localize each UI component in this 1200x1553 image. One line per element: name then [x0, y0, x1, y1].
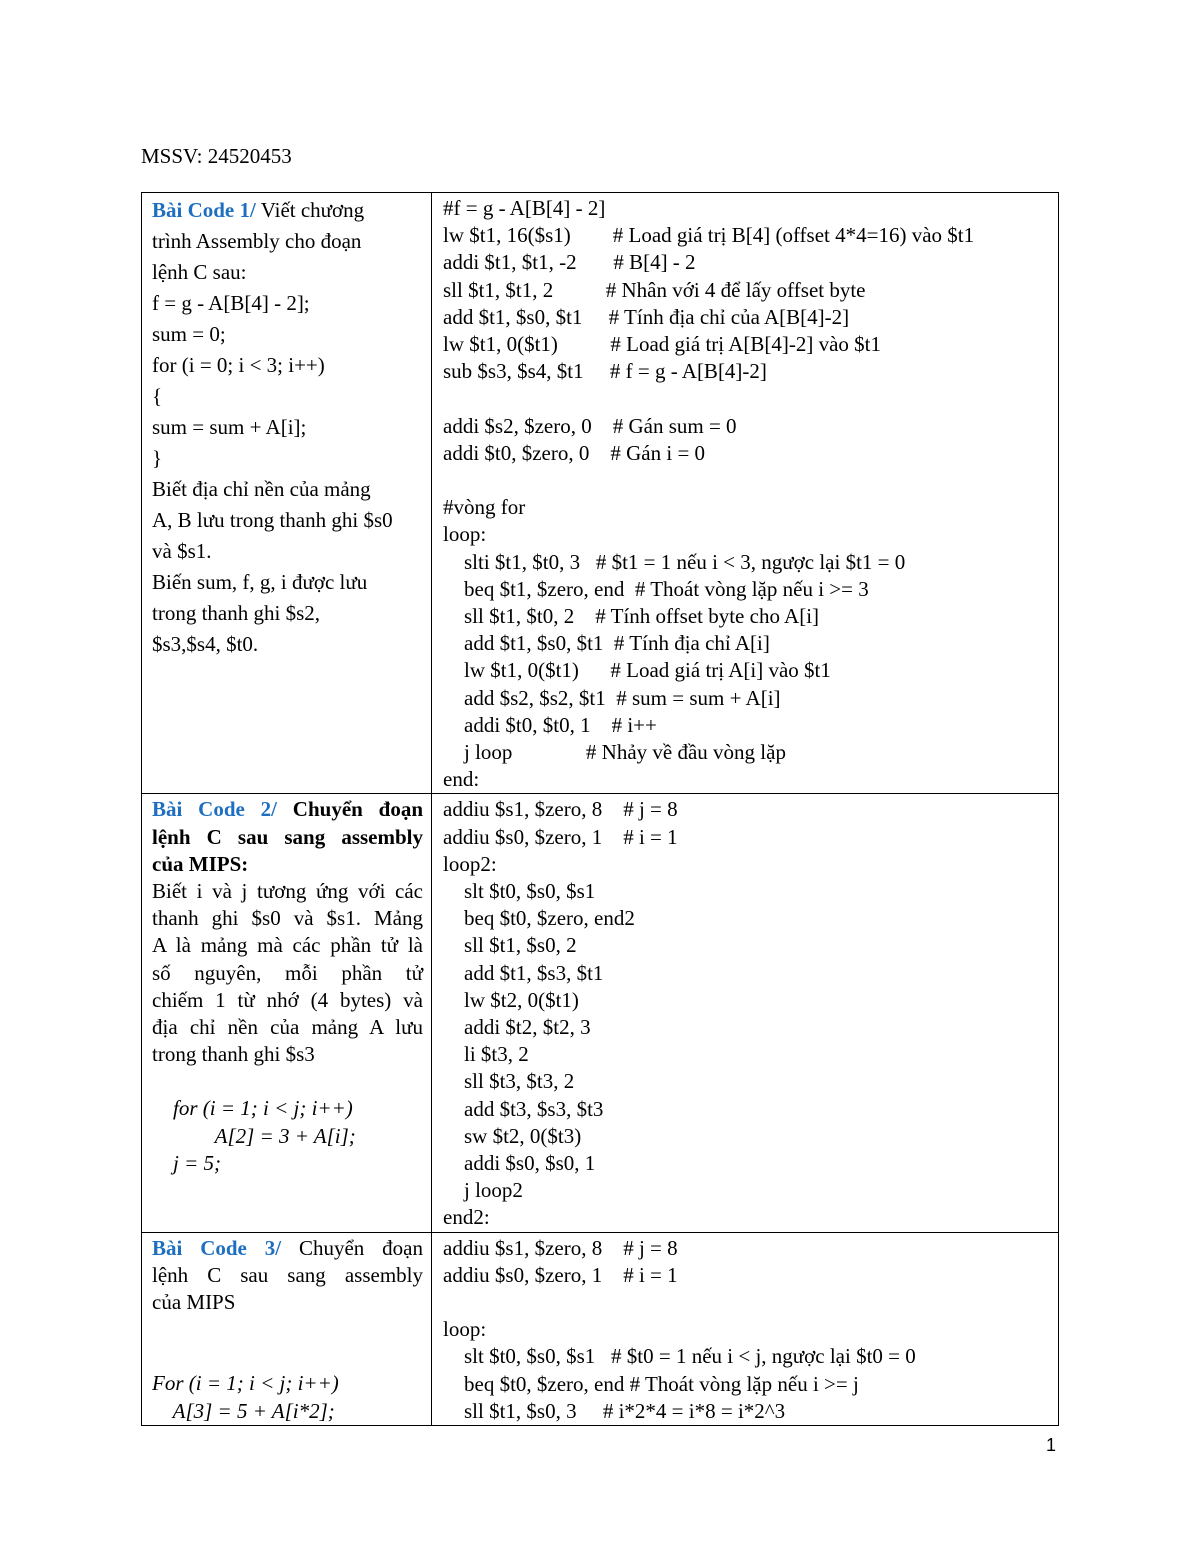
code-line: sub $s3, $s4, $t1 # f = g - A[B[4]-2]	[443, 359, 767, 384]
exercise-2-title-line: của MIPS:	[152, 851, 249, 876]
exercise-1-desc-line: và $s1.	[152, 539, 212, 563]
code-blank-line	[443, 1289, 1054, 1316]
exercise-2-desc-line: Biết i và j tương ứng với các	[152, 879, 423, 904]
exercise-1-desc-line: f = g - A[B[4] - 2];	[152, 291, 310, 315]
code-line: sll $t1, $s0, 2	[443, 933, 577, 958]
code-line: loop2:	[443, 851, 497, 876]
code-line: lw $t1, 16($s1) # Load giá trị B[4] (offset 4*4=16) vào $t1	[443, 223, 975, 248]
code-line: beq $t0, $zero, end # Thoát vòng lặp nếu i >= j	[443, 1371, 859, 1396]
exercise-row-2	[142, 794, 1059, 1232]
exercise-3-c-line: A[3] = 5 + A[i*2];	[152, 1398, 335, 1423]
code-line: slti $t1, $t0, 3 # $t1 = 1 nếu i < 3, ngược lại $t1 = 0	[443, 549, 906, 574]
exercise-2-title-line: Chuyển đoạn	[276, 797, 423, 822]
exercise-1-code	[432, 193, 1059, 794]
exercise-1-desc-line: Viết chương	[255, 198, 365, 222]
spacer	[152, 1068, 423, 1095]
code-line: add $t3, $s3, $t3	[443, 1096, 604, 1121]
code-line: sll $t3, $t3, 2	[443, 1069, 575, 1094]
exercise-3-code	[432, 1232, 1059, 1425]
code-line: end2:	[443, 1205, 490, 1230]
code-line: sll $t1, $t1, 2 # Nhân với 4 để lấy offset byte	[443, 277, 866, 302]
exercise-1-desc-line: A, B lưu trong thanh ghi $s0	[152, 508, 393, 532]
code-line: sll $t1, $t0, 2 # Tính offset byte cho A[i]	[443, 604, 820, 629]
exercise-1-heading	[152, 195, 423, 226]
code-line: beq $t1, $zero, end # Thoát vòng lặp nếu i >= 3	[443, 576, 869, 601]
exercise-2-desc-line: chiếm 1 từ nhớ (4 bytes) và	[152, 987, 423, 1012]
code-line: slt $t0, $s0, $s1	[443, 879, 596, 904]
spacer	[152, 1343, 423, 1370]
exercise-3-title-line: lệnh C sau sang assembly	[152, 1262, 423, 1287]
exercise-2-label: Bài Code 2/	[152, 797, 277, 822]
code-line: add $t1, $s0, $t1 # Tính địa chỉ của A[B[4]-2]	[443, 304, 850, 329]
code-blank-line	[443, 385, 1054, 412]
code-line: addiu $s1, $zero, 8 # j = 8	[443, 797, 678, 822]
exercise-1-desc-line: trình Assembly cho đoạn	[152, 229, 362, 253]
exercise-table	[141, 192, 1059, 1426]
exercise-2-code	[432, 794, 1059, 1232]
code-line: j loop # Nhảy về đầu vòng lặp	[443, 740, 786, 765]
exercise-1-desc-line: {	[152, 384, 163, 408]
exercise-2-desc-line: số nguyên, mỗi phần tử	[152, 960, 423, 985]
exercise-row-3	[142, 1232, 1059, 1425]
code-line: end:	[443, 767, 480, 792]
code-line: j loop2	[443, 1178, 523, 1203]
exercise-1-description	[142, 193, 432, 794]
exercise-1-desc-line: sum = 0;	[152, 322, 226, 346]
exercise-row-1	[142, 193, 1059, 794]
exercise-1-desc-line: sum = sum + A[i];	[152, 415, 307, 439]
exercise-3-description	[142, 1232, 432, 1425]
code-line: sw $t2, 0($t3)	[443, 1123, 582, 1148]
exercise-3-label: Bài Code 3/	[152, 1235, 282, 1260]
exercise-1-label: Bài Code 1/	[152, 198, 256, 222]
code-line: addiu $s0, $zero, 1 # i = 1	[443, 1262, 678, 1287]
code-line: loop:	[443, 522, 487, 547]
code-line: loop:	[443, 1317, 487, 1342]
exercise-1-desc-line: trong thanh ghi $s2,	[152, 601, 320, 625]
code-line: sll $t1, $s0, 3 # i*2*4 = i*8 = i*2^3	[443, 1398, 786, 1423]
code-line: addiu $s1, $zero, 8 # j = 8	[443, 1235, 678, 1260]
code-line: lw $t1, 0($t1) # Load giá trị A[B[4]-2] vào $t1	[443, 332, 882, 357]
exercise-2-desc-line: trong thanh ghi $s3	[152, 1042, 315, 1067]
code-line: add $s2, $s2, $t1 # sum = sum + A[i]	[443, 685, 781, 710]
code-line: addi $t1, $t1, -2 # B[4] - 2	[443, 250, 696, 275]
exercise-2-title-line: lệnh C sau sang assembly	[152, 824, 423, 849]
exercise-2-c-line: A[2] = 3 + A[i];	[152, 1123, 356, 1148]
exercise-3-heading	[152, 1235, 423, 1262]
exercise-1-desc-line: Biến sum, f, g, i được lưu	[152, 570, 368, 594]
exercise-2-desc-line: A là mảng mà các phần tử là	[152, 933, 423, 958]
exercise-3-title-line: Chuyển đoạn	[281, 1235, 423, 1260]
code-line: #vòng for	[443, 495, 526, 520]
exercise-1-desc-line: lệnh C sau:	[152, 260, 247, 284]
exercise-2-desc-line: thanh ghi $s0 và $s1. Mảng	[152, 906, 423, 931]
spacer	[152, 1316, 423, 1343]
code-line: addi $s2, $zero, 0 # Gán sum = 0	[443, 413, 737, 438]
exercise-1-desc-line: }	[152, 446, 163, 470]
exercise-1-desc-line: $s3,$s4, $t0.	[152, 632, 259, 656]
code-line: addiu $s0, $zero, 1 # i = 1	[443, 824, 678, 849]
exercise-1-desc-line: Biết địa chỉ nền của mảng	[152, 477, 371, 501]
code-line: addi $t0, $t0, 1 # i++	[443, 712, 657, 737]
exercise-3-title-line: của MIPS	[152, 1290, 236, 1315]
code-line: #f = g - A[B[4] - 2]	[443, 196, 606, 220]
student-id: MSSV: 24520453	[141, 144, 292, 168]
code-line: add $t1, $s3, $t1	[443, 960, 604, 985]
exercise-2-desc-line: địa chỉ nền của mảng A lưu	[152, 1015, 423, 1040]
exercise-2-heading	[152, 796, 423, 823]
exercise-3-c-line: For (i = 1; i < j; i++)	[152, 1371, 339, 1396]
code-line: addi $t2, $t2, 3	[443, 1015, 591, 1040]
code-line: add $t1, $s0, $t1 # Tính địa chỉ A[i]	[443, 631, 770, 656]
code-line: addi $t0, $zero, 0 # Gán i = 0	[443, 440, 706, 465]
code-blank-line	[443, 467, 1054, 494]
exercise-2-c-line: for (i = 1; i < j; i++)	[152, 1096, 353, 1121]
code-line: slt $t0, $s0, $s1 # $t0 = 1 nếu i < j, ngược lại $t0 = 0	[443, 1344, 916, 1369]
exercise-1-desc-line: for (i = 0; i < 3; i++)	[152, 353, 325, 377]
exercise-2-description	[142, 794, 432, 1232]
code-line: li $t3, 2	[443, 1042, 529, 1067]
exercise-2-c-line: j = 5;	[152, 1150, 221, 1175]
page-number: 1	[1046, 1435, 1057, 1455]
code-line: beq $t0, $zero, end2	[443, 906, 635, 931]
code-line: addi $s0, $s0, 1	[443, 1151, 596, 1176]
code-line: lw $t2, 0($t1)	[443, 987, 579, 1012]
code-line: lw $t1, 0($t1) # Load giá trị A[i] vào $t1	[443, 658, 831, 683]
